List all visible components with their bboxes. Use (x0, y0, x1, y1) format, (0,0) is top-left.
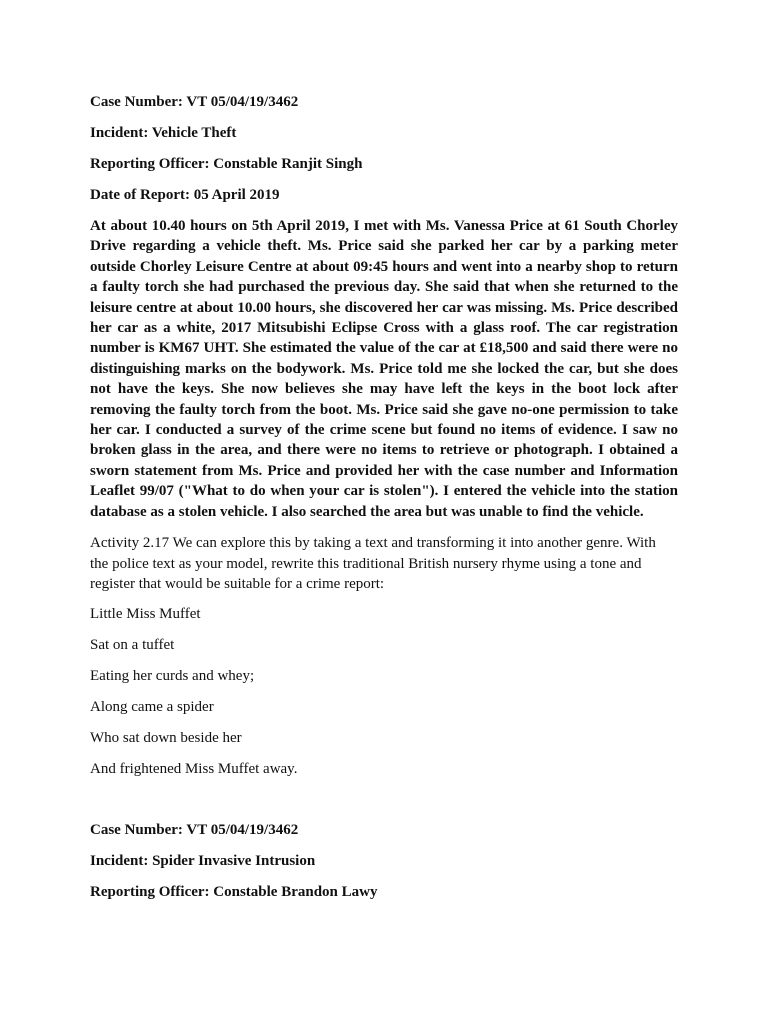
incident-heading: Incident: Vehicle Theft (90, 125, 237, 141)
case-number-heading-2: Case Number: VT 05/04/19/3462 (90, 822, 299, 838)
rhyme-line: And frightened Miss Muffet away. (90, 761, 298, 777)
activity-instructions: Activity 2.17 We can explore this by taking a text and transforming it into another genre. With the police text as your model, rewrite this traditional British nursery rhyme using a tone and register that would be suitable for a crime report: (90, 535, 656, 592)
reporting-officer-heading-2: Reporting Officer: Constable Brandon Lawy (90, 884, 378, 900)
rhyme-line: Little Miss Muffet (90, 606, 201, 622)
case-number-heading: Case Number: VT 05/04/19/3462 (90, 94, 299, 110)
rhyme-line: Eating her curds and whey; (90, 668, 255, 684)
rhyme-line: Along came a spider (90, 699, 214, 715)
incident-heading-2: Incident: Spider Invasive Intrusion (90, 853, 316, 869)
reporting-officer-heading: Reporting Officer: Constable Ranjit Singh (90, 156, 363, 172)
rhyme-line: Sat on a tuffet (90, 637, 175, 653)
police-report-narrative: At about 10.40 hours on 5th April 2019, I met with Ms. Vanessa Price at 61 South Chorley Drive regarding a vehicle theft. Ms. Price said she parked her car by a parking meter outside Chorley Leisure Centre at about 09:45 hours and went into a nearby shop to return a faulty torch she had purchased the previous day. She said that when she returned to the leisure centre at about 10.00 hours, she discovered her car was missing. Ms. Price described her car as a white, 2017 Mitsubishi Eclipse Cross with a glass roof. The car registration number is KM67 UHT. She estimated the value of the car at £18,500 and said there were no distinguishing marks on the bodywork. Ms. Price told me she locked the car, but she does not have the keys. She now believes she may have left the keys in the boot lock after removing the faulty torch from the boot. Ms. Price said she gave no-one permission to take her car. I conducted a survey of the crime scene but found no items of evidence. I saw no broken glass in the area, and there were no items to retrieve or photograph. I obtained a sworn statement from Ms. Price and provided her with the case number and Information Leaflet 99/07 ("What to do when your car is stolen"). I entered the vehicle into the station database as a stolen vehicle. I also searched the area but was unable to find the vehicle. (90, 218, 678, 520)
rhyme-line: Who sat down beside her (90, 730, 242, 746)
date-of-report-heading: Date of Report: 05 April 2019 (90, 187, 280, 203)
